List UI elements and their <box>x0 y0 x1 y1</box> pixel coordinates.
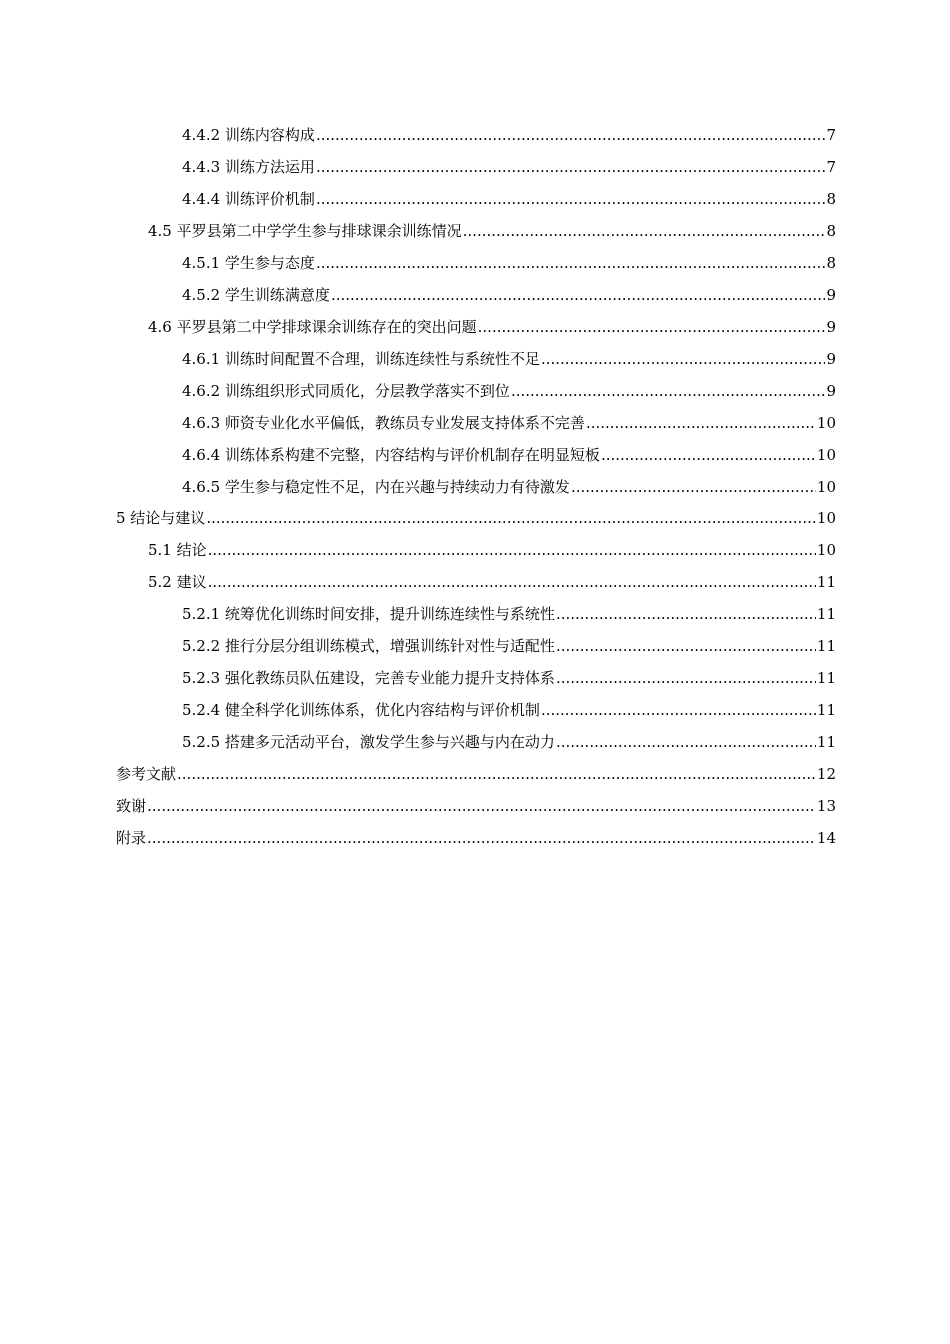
toc-entry-title: 5.2 建议 <box>148 573 207 591</box>
toc-entry-page: 10 <box>816 541 836 559</box>
toc-dot-leader <box>331 279 826 311</box>
toc-entry-title: 4.4.4 训练评价机制 <box>182 190 315 208</box>
toc-entry-title: 4.4.2 训练内容构成 <box>182 126 315 144</box>
toc-entry-page: 10 <box>816 509 836 527</box>
toc-dot-leader <box>541 694 816 726</box>
toc-dot-leader <box>316 151 826 183</box>
toc-entry[interactable] <box>182 183 836 215</box>
toc-dot-leader <box>147 822 816 854</box>
toc-entry[interactable] <box>182 471 836 503</box>
toc-entry[interactable] <box>116 502 836 534</box>
toc-dot-leader <box>556 630 816 662</box>
toc-entry-page: 7 <box>826 126 836 144</box>
toc-dot-leader <box>571 471 816 503</box>
toc-dot-leader <box>316 119 826 151</box>
toc-entry-title: 4.6.5 学生参与稳定性不足，内在兴趣与持续动力有待激发 <box>182 478 570 496</box>
toc-entry-title: 4.6.1 训练时间配置不合理，训练连续性与系统性不足 <box>182 350 540 368</box>
toc-entry-page: 8 <box>826 222 836 240</box>
toc-entry[interactable] <box>182 598 836 630</box>
toc-entry-page: 11 <box>816 669 836 687</box>
toc-entry[interactable] <box>116 822 836 854</box>
toc-dot-leader <box>556 726 816 758</box>
toc-dot-leader <box>206 502 816 534</box>
toc-entry-page: 9 <box>826 382 836 400</box>
toc-dot-leader <box>601 439 816 471</box>
toc-entry-page: 10 <box>816 414 836 432</box>
toc-dot-leader <box>177 758 816 790</box>
toc-entry[interactable] <box>182 694 836 726</box>
toc-entry[interactable] <box>182 151 836 183</box>
toc-entry-page: 10 <box>816 446 836 464</box>
toc-entry-title: 4.6.2 训练组织形式同质化，分层教学落实不到位 <box>182 382 510 400</box>
toc-entry-page: 11 <box>816 701 836 719</box>
toc-entry-title: 5.2.3 强化教练员队伍建设，完善专业能力提升支持体系 <box>182 669 555 687</box>
toc-dot-leader <box>511 375 826 407</box>
toc-entry-page: 9 <box>826 318 836 336</box>
toc-entry-page: 11 <box>816 733 836 751</box>
toc-entry[interactable] <box>116 758 836 790</box>
toc-entry[interactable] <box>116 790 836 822</box>
toc-entry[interactable] <box>182 630 836 662</box>
toc-dot-leader <box>208 534 816 566</box>
toc-entry-page: 11 <box>816 637 836 655</box>
toc-entry[interactable] <box>148 311 836 343</box>
toc-entry-title: 4.6.3 师资专业化水平偏低，教练员专业发展支持体系不完善 <box>182 414 585 432</box>
toc-entry-page: 8 <box>826 254 836 272</box>
toc-entry-title: 致谢 <box>116 797 147 815</box>
toc-entry-page: 8 <box>826 190 836 208</box>
toc-dot-leader <box>208 566 816 598</box>
toc-entry-title: 5.2.1 统筹优化训练时间安排，提升训练连续性与系统性 <box>182 605 555 623</box>
toc-entry-title: 4.5 平罗县第二中学学生参与排球课余训练情况 <box>148 222 462 240</box>
toc-dot-leader <box>316 247 826 279</box>
toc-entry-title: 附录 <box>116 829 147 847</box>
toc-entry-page: 10 <box>816 478 836 496</box>
toc-entry-page: 11 <box>816 605 836 623</box>
toc-entry-title: 4.4.3 训练方法运用 <box>182 158 315 176</box>
toc-entry[interactable] <box>182 343 836 375</box>
toc-dot-leader <box>586 407 816 439</box>
toc-entry-title: 4.5.2 学生训练满意度 <box>182 286 330 304</box>
toc-entry[interactable] <box>182 407 836 439</box>
toc-entry[interactable] <box>182 726 836 758</box>
toc-entry-page: 13 <box>816 797 836 815</box>
toc-dot-leader <box>556 598 816 630</box>
toc-dot-leader <box>541 343 826 375</box>
toc-entry-page: 14 <box>816 829 836 847</box>
toc-dot-leader <box>556 662 816 694</box>
toc-dot-leader <box>147 790 816 822</box>
toc-entry[interactable] <box>182 279 836 311</box>
toc-entry-title: 5.2.2 推行分层分组训练模式，增强训练针对性与适配性 <box>182 637 555 655</box>
toc-dot-leader <box>463 215 826 247</box>
toc-entry-title: 参考文献 <box>116 765 177 783</box>
toc-entry-title: 4.6 平罗县第二中学排球课余训练存在的突出问题 <box>148 318 477 336</box>
toc-entry-page: 9 <box>826 286 836 304</box>
toc-entry[interactable] <box>182 439 836 471</box>
toc-entry[interactable] <box>182 247 836 279</box>
toc-entry-title: 5 结论与建议 <box>116 509 206 527</box>
toc-entry-title: 4.5.1 学生参与态度 <box>182 254 315 272</box>
toc-entry[interactable] <box>182 662 836 694</box>
toc-dot-leader <box>316 183 826 215</box>
toc-entry[interactable] <box>148 534 836 566</box>
toc-entry[interactable] <box>148 566 836 598</box>
toc-entry[interactable] <box>182 119 836 151</box>
toc-entry[interactable] <box>148 215 836 247</box>
toc-entry-page: 11 <box>816 573 836 591</box>
toc-entry[interactable] <box>182 375 836 407</box>
toc-entry-title: 5.2.4 健全科学化训练体系，优化内容结构与评价机制 <box>182 701 540 719</box>
toc-entry-page: 7 <box>826 158 836 176</box>
toc-entry-title: 5.1 结论 <box>148 541 207 559</box>
toc-entry-title: 5.2.5 搭建多元活动平台，激发学生参与兴趣与内在动力 <box>182 733 555 751</box>
toc-entry-page: 9 <box>826 350 836 368</box>
toc-entry-title: 4.6.4 训练体系构建不完整，内容结构与评价机制存在明显短板 <box>182 446 600 464</box>
toc-dot-leader <box>478 311 826 343</box>
toc-entry-page: 12 <box>816 765 836 783</box>
